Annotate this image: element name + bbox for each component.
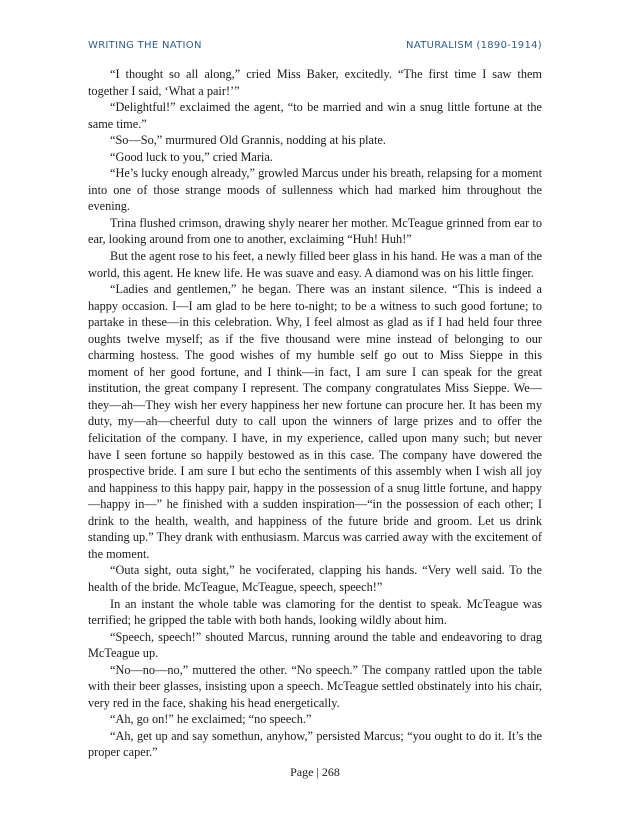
paragraph: “Ladies and gentlemen,” he began. There was an instant silence. “This is indeed a happy occasion. I—I am glad to be here to-night; to be a witness to such good fortune; to partake in these—in this celebration. Why, I feel almost as glad as if I had held four three oughts twelve myself; as if the five thousand were mine instead of belonging to our charming hostess. The good wishes of my humble self go out to Miss Sieppe in this moment of her good fortune, and I think—in fact, I am sure I can speak for the great institution, the great company I represent. The company congratulates Miss Sieppe. We—they—ah—They wish her every happiness her new fortune can procure her. It has been my duty, my—ah—cheerful duty to call upon the winners of large prizes and to offer the felicitation of the company. I have, in my experience, called upon many such; but never have I seen fortune so happily bestowed as in this case. The company have dowered the prospective bride. I am sure I but echo the sentiments of this assembly when I wish all joy and happiness to this happy pair, happy in the possession of a snug little fortune, and happy—happy in—” he finished with a sudden inspiration—“in the possession of each other; I drink to the health, wealth, and happiness of the future bride and groom. Let us drink standing up.” They drank with enthusiasm. Marcus was carried away with the excitement of the moment. xyxy=(88,282,542,561)
page-number: Page | 268 xyxy=(290,765,340,779)
paragraph: Trina flushed crimson, drawing shyly nearer her mother. McTeague grinned from ear to ear, looking around from one to another, exclaiming “Huh! Huh!” xyxy=(88,215,542,247)
paragraph: “I thought so all along,” cried Miss Baker, excitedly. “The first time I saw them together I said, ‘What a pair!’” xyxy=(88,67,542,98)
page-footer xyxy=(0,765,630,780)
paragraph: In an instant the whole table was clamoring for the dentist to speak. McTeague was terrified; he gripped the table with both hands, looking wildly about him. xyxy=(88,596,542,628)
paragraph: “So—So,” murmured Old Grannis, nodding at his plate. xyxy=(110,133,386,148)
paragraph: “He’s lucky enough already,” growled Marcus under his breath, relapsing for a moment into one of those strange moods of sullenness which had marked him throughout the evening. xyxy=(88,166,542,214)
header-book-title: WRITING THE NATION xyxy=(88,40,202,51)
paragraph: “Delightful!” exclaimed the agent, “to be married and win a snug little fortune at the same time.” xyxy=(88,100,542,131)
running-header xyxy=(88,40,542,51)
header-section-title: NATURALISM (1890-1914) xyxy=(406,40,542,51)
paragraph: “No—no—no,” muttered the other. “No speech.” The company rattled upon the table with their beer glasses, insisting upon a speech. McTeague settled obstinately into his chair, very red in the face, shaking his head energetically. xyxy=(88,662,542,710)
body-text xyxy=(88,66,542,761)
paragraph: “Ah, go on!” he exclaimed; “no speech.” xyxy=(110,712,312,727)
paragraph: “Speech, speech!” shouted Marcus, running around the table and endeavoring to drag McTeague up. xyxy=(88,629,542,661)
paragraph: “Outa sight, outa sight,” he vociferated, clapping his hands. “Very well said. To the health of the bride. McTeague, McTeague, speech, speech!” xyxy=(88,563,542,594)
paragraph: “Ah, get up and say somethun, anyhow,” persisted Marcus; “you ought to do it. It’s the proper caper.” xyxy=(88,728,542,760)
paragraph: “Good luck to you,” cried Maria. xyxy=(110,149,273,164)
paragraph: But the agent rose to his feet, a newly filled beer glass in his hand. He was a man of the world, this agent. He knew life. He was suave and easy. A diamond was on his little finger. xyxy=(88,249,542,280)
